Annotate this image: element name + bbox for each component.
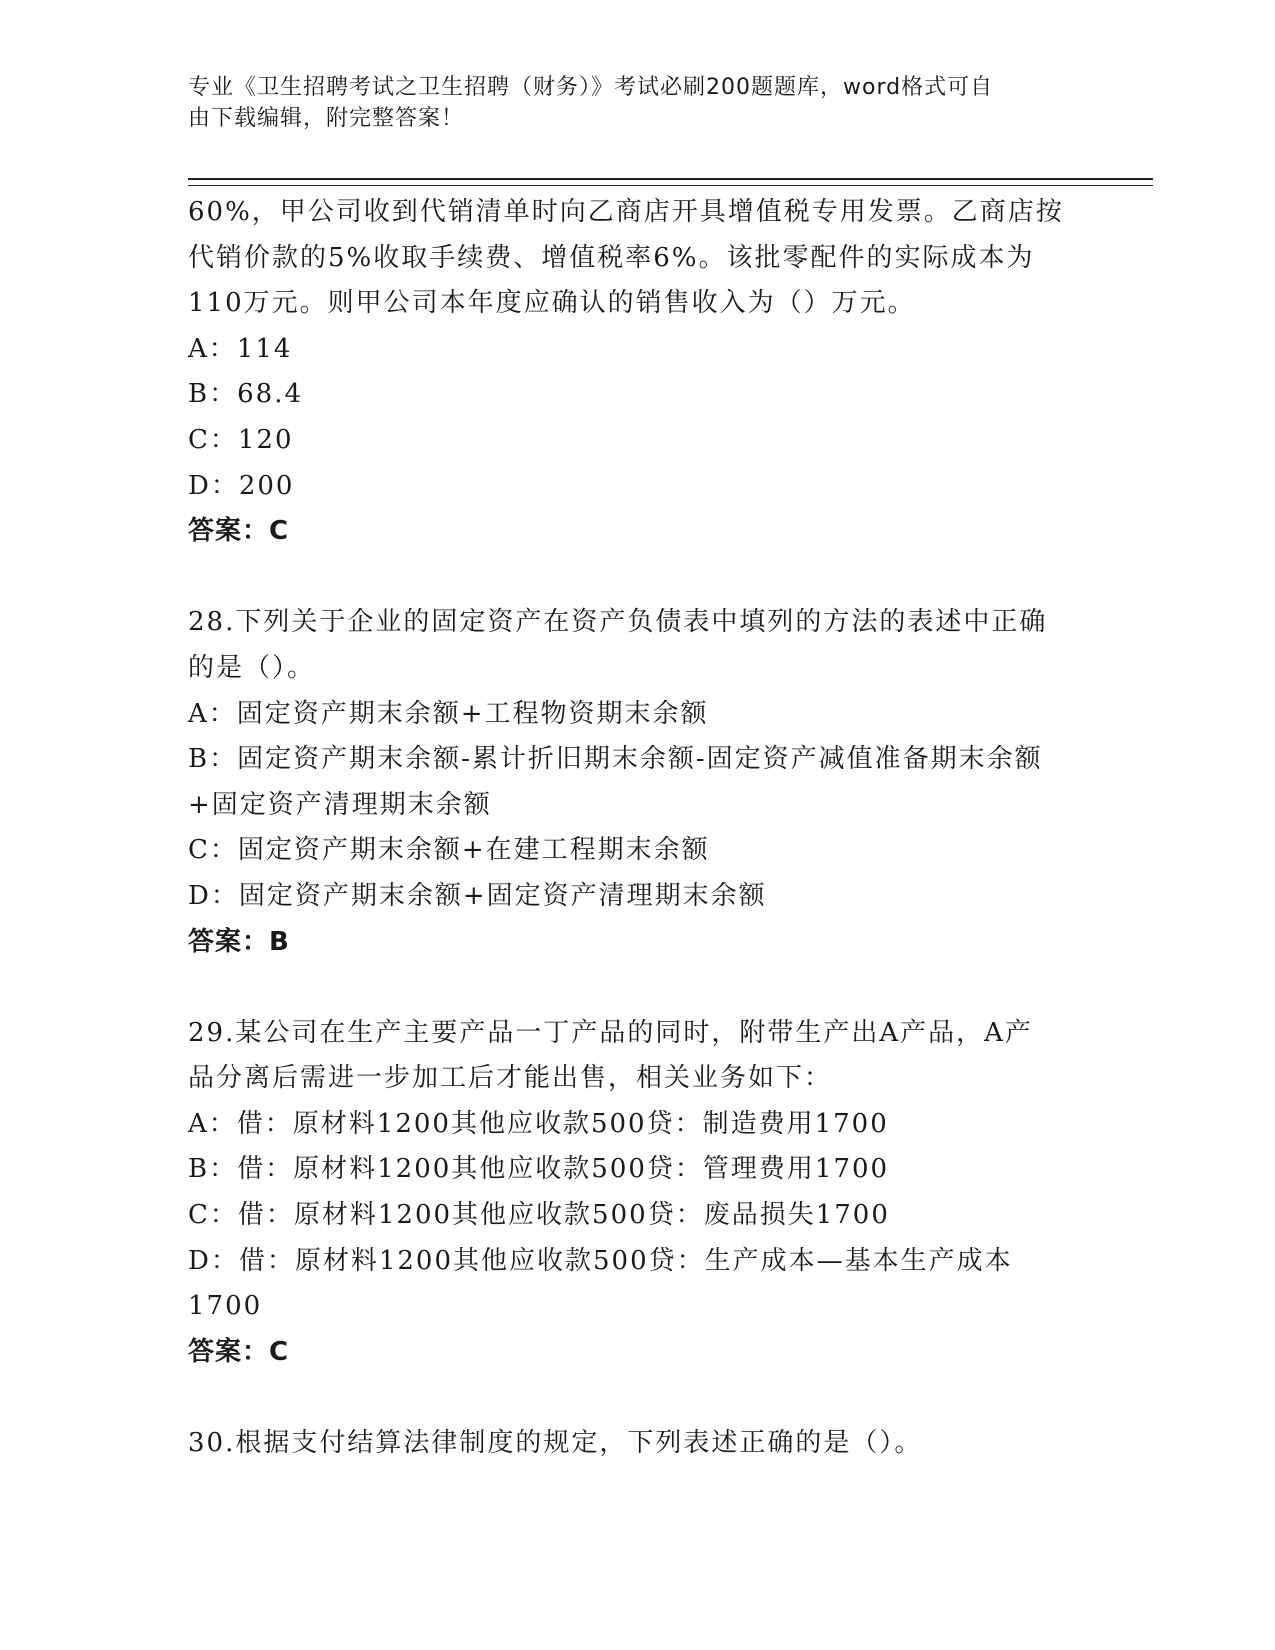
option-d: D：固定资产期末余额+固定资产清理期末余额 — [188, 880, 767, 911]
question-stem-line: 品分离后需进一步加工后才能出售，相关业务如下： — [188, 1063, 833, 1094]
option-a: A：借：原材料1200其他应收款500贷：制造费用1700 — [188, 1108, 889, 1139]
question-29 — [188, 1011, 1068, 1376]
option-d: D：200 — [188, 470, 295, 501]
option-b: B：68.4 — [188, 379, 303, 410]
header-title-line-1: 专业《卫生招聘考试之卫生招聘（财务）》考试必刷200题题库，word格式可自 — [188, 75, 994, 100]
option-c: C：120 — [188, 424, 294, 455]
header-title-line-2: 由下载编辑，附完整答案！ — [188, 106, 465, 131]
question-stem-line: 代销价款的5%收取手续费、增值税率6%。该批零配件的实际成本为 — [188, 242, 1035, 273]
option-a: A：固定资产期末余额+工程物资期末余额 — [188, 698, 709, 729]
option-c: C：借：原材料1200其他应收款500贷：废品损失1700 — [188, 1200, 890, 1231]
option-d-continued: 1700 — [188, 1291, 263, 1322]
question-30 — [188, 1421, 1068, 1467]
spacer — [188, 965, 1068, 1011]
option-c: C：固定资产期末余额+在建工程期末余额 — [188, 835, 710, 866]
option-b: B：借：原材料1200其他应收款500贷：管理费用1700 — [188, 1154, 890, 1185]
question-27 — [188, 190, 1068, 555]
question-stem-line: 60%，甲公司收到代销清单时向乙商店开具增值税专用发票。乙商店按 — [188, 197, 1064, 227]
question-stem-line: 29.某公司在生产主要产品一丁产品的同时，附带生产出A产品，A产 — [188, 1017, 1033, 1048]
page-header — [188, 72, 1068, 134]
option-b: B：固定资产期末余额-累计折旧期末余额-固定资产减值准备期末余额 — [188, 744, 1043, 775]
question-28 — [188, 600, 1068, 965]
question-stem-line: 30.根据支付结算法律制度的规定，下列表述正确的是（）。 — [188, 1428, 923, 1459]
answer-line: 答案：C — [188, 516, 290, 547]
header-divider — [188, 178, 1153, 186]
question-content — [188, 190, 1068, 1467]
spacer — [188, 555, 1068, 601]
question-stem-line: 的是（）。 — [188, 652, 316, 683]
answer-line: 答案：B — [188, 926, 290, 957]
option-b-continued: +固定资产清理期末余额 — [188, 789, 492, 820]
option-a: A：114 — [188, 333, 293, 364]
spacer — [188, 1375, 1068, 1421]
answer-line: 答案：C — [188, 1336, 290, 1367]
question-stem-line: 110万元。则甲公司本年度应确认的销售收入为（）万元。 — [188, 288, 916, 319]
option-d: D：借：原材料1200其他应收款500贷：生产成本—基本生产成本 — [188, 1245, 1013, 1276]
question-stem-line: 28.下列关于企业的固定资产在资产负债表中填列的方法的表述中正确 — [188, 607, 1048, 638]
